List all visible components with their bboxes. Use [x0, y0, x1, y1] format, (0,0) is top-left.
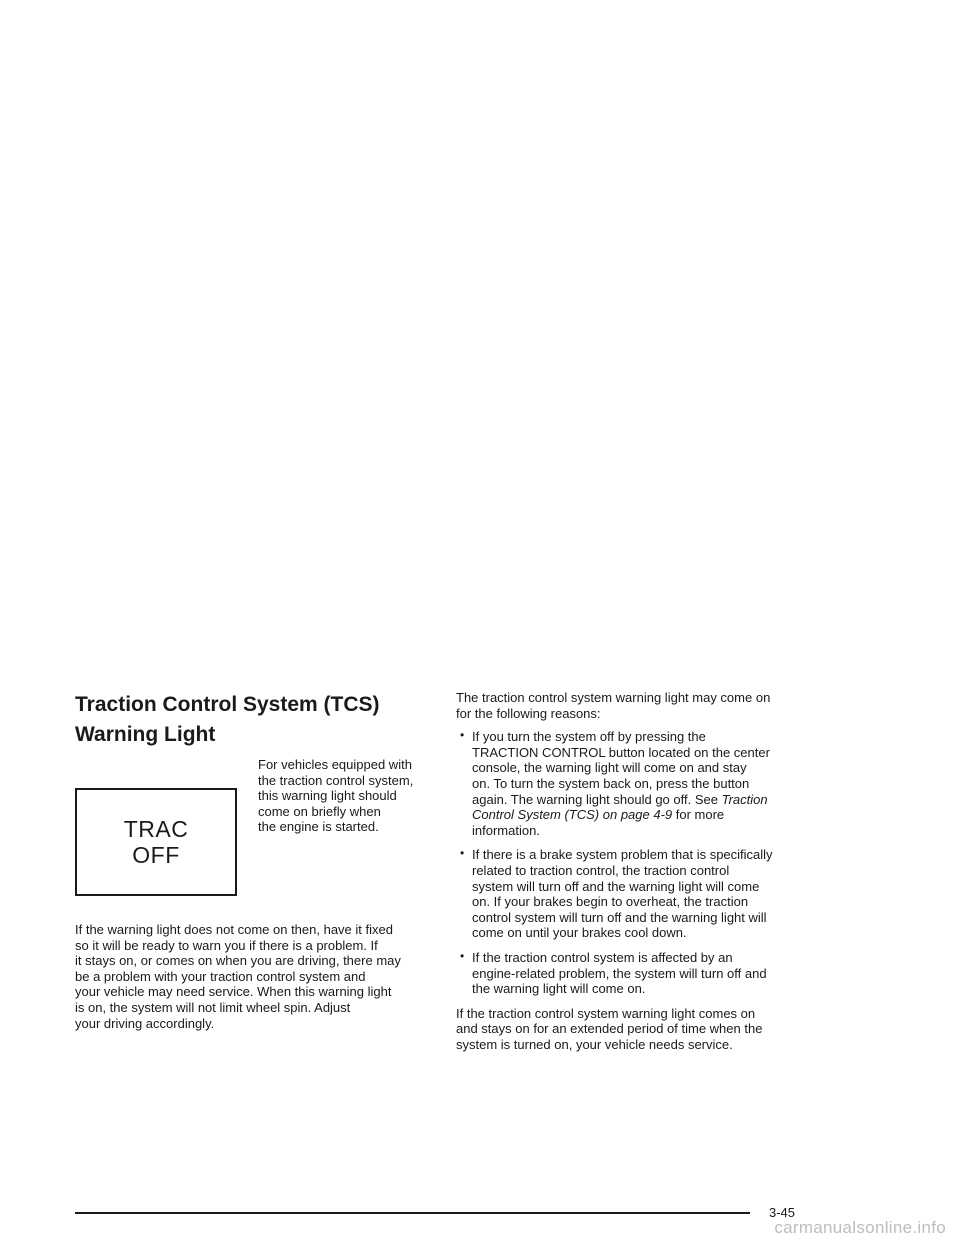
text-line: If the traction control system warning light comes on	[456, 1005, 756, 1021]
text-fragment: again. The warning light should go off. See	[472, 791, 722, 807]
cross-reference-link[interactable]: Control System (TCS) on page 4-9	[472, 807, 673, 823]
indicator-line-1: TRAC	[123, 816, 189, 842]
section-heading	[75, 690, 415, 750]
right-column	[456, 690, 828, 1052]
bullet-icon: •	[460, 728, 465, 743]
text-line: so it will be ready to warn you if there is a problem. If	[75, 937, 378, 953]
heading-line-1: Traction Control System (TCS)	[75, 693, 380, 716]
heading-line-2: Warning Light	[75, 723, 216, 746]
text-line: If the traction control system is affected by an	[472, 949, 733, 965]
text-line: come on briefly when	[258, 803, 381, 819]
text-line: and stays on for an extended period of time when the	[456, 1021, 763, 1037]
bullet-icon: •	[460, 948, 465, 963]
text-line: engine-related problem, the system will turn off and	[472, 965, 767, 981]
text-line: console, the warning light will come on and stay	[472, 760, 747, 776]
text-line: it stays on, or comes on when you are driving, there may	[75, 953, 401, 969]
indicator-description	[258, 757, 438, 835]
text-line: the engine is started.	[258, 819, 379, 835]
text-line: this warning light should	[258, 788, 397, 804]
text-line: related to traction control, the traction control	[472, 862, 730, 878]
watermark-text: carmanualsonline.info	[774, 1218, 946, 1237]
indicator-line-2: OFF	[132, 842, 180, 868]
text-line: If you turn the system off by pressing the	[472, 729, 706, 745]
page-number: 3-45	[769, 1205, 796, 1220]
text-line: If there is a brake system problem that is specifically	[472, 847, 773, 863]
text-fragment: for more	[672, 807, 725, 823]
closing-paragraph	[456, 1006, 828, 1053]
text-line: If the warning light does not come on then, have it fixed	[75, 922, 393, 937]
bullet-icon: •	[460, 846, 465, 861]
text-line: the traction control system,	[258, 772, 414, 788]
text-line: information.	[472, 822, 540, 838]
text-line: system is turned on, your vehicle needs service.	[456, 1036, 733, 1052]
text-line: control system will turn off and the warning light will	[472, 909, 767, 925]
trac-off-indicator-icon	[75, 788, 237, 896]
footer-rule	[75, 1212, 750, 1214]
warning-paragraph	[75, 922, 445, 1031]
text-line: the warning light will come on.	[472, 981, 646, 997]
reasons-intro	[456, 690, 828, 721]
cross-reference-link[interactable]: Traction	[721, 791, 768, 807]
text-line	[472, 807, 828, 823]
text-line: is on, the system will not limit wheel spin. Adjust	[75, 999, 351, 1015]
text-line: TRACTION CONTROL button located on the center	[472, 744, 770, 760]
text-line: For vehicles equipped with	[258, 757, 412, 772]
bullet-item-engine-problem	[456, 950, 828, 997]
text-line	[472, 792, 828, 808]
text-line: on. If your brakes begin to overheat, the traction	[472, 894, 749, 910]
text-line: system will turn off and the warning light will come	[472, 878, 760, 894]
text-line: The traction control system warning light may come on	[456, 690, 771, 705]
text-line: for the following reasons:	[456, 705, 601, 721]
text-line: be a problem with your traction control system and	[75, 968, 366, 984]
text-line: on. To turn the system back on, press the button	[472, 775, 750, 791]
bullet-item-system-off	[456, 729, 828, 838]
text-line: your driving accordingly.	[75, 1015, 215, 1031]
bullet-item-brake-problem	[456, 847, 828, 941]
text-line: come on until your brakes cool down.	[472, 925, 687, 941]
text-line: your vehicle may need service. When this warning light	[75, 984, 392, 1000]
